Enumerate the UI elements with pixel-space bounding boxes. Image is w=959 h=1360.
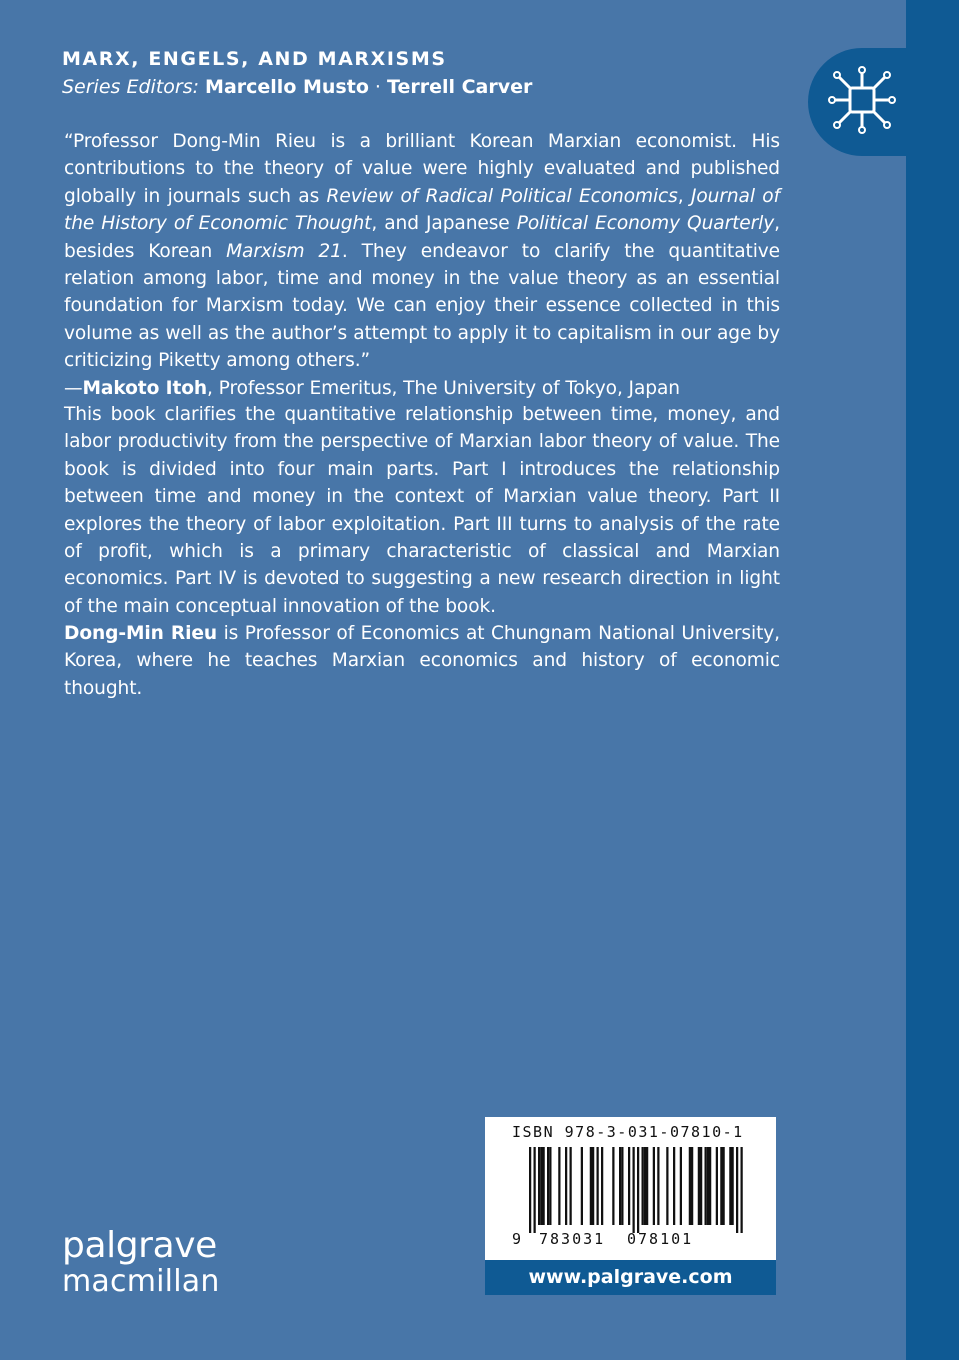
barcode-bar [628,1147,630,1225]
barcode-bar [565,1147,567,1225]
journal-title: Journal of the History of Economic Thought [64,185,780,235]
barcode-bar [657,1147,659,1225]
author-bio [64,620,780,702]
endorsement-quote [64,128,780,402]
author-name: Dong-Min Rieu [64,623,218,644]
barcode-bar [558,1147,560,1225]
series-editors [62,76,532,98]
editor-name: Terrell Carver [387,76,533,98]
quote-text: , besides Korean [64,213,780,262]
barcode-bar [729,1147,731,1225]
barcode-bar [644,1147,646,1225]
publisher-line-2: macmillan [62,1264,220,1299]
barcode-bar [720,1147,722,1225]
quote-text: , [677,185,691,207]
barcode-bar [716,1147,718,1225]
editor-name: Marcello Musto [205,76,369,98]
barcode-bar [538,1147,540,1225]
editor-separator: · [374,76,381,98]
barcode-bar [529,1147,531,1233]
barcode-bar [543,1147,545,1225]
barcode-bar [534,1147,536,1233]
journal-title: Review of Radical Political Economics [326,185,678,207]
barcode-bar [723,1147,725,1225]
barcode-bar [700,1147,702,1225]
editors-label: Series Editors: [62,76,199,98]
logo-tab [808,48,928,156]
barcode-bar [547,1147,549,1225]
barcode-bar [705,1147,707,1225]
publisher-logo [62,1225,220,1300]
barcode-bar [570,1147,572,1225]
barcode-bar [680,1147,682,1225]
quote-attribution [64,375,780,402]
barcode-bar [540,1147,542,1225]
series-title: MARX, ENGELS, AND MARXISMS [62,48,447,70]
quote-text: , and Japanese [371,213,517,235]
barcode-bar [592,1147,594,1225]
barcode-bar [646,1147,648,1225]
palgrave-network-icon [826,64,898,136]
barcode-bar [590,1147,592,1225]
barcode-digit: 783031 [539,1230,606,1248]
quote-text: “Professor Dong-Min Rieu is a brilliant Korean Marxian economist. His contributions to the theory of value were highly evaluated and published globally in journals such as [64,131,780,207]
barcode-bar [619,1147,621,1225]
quote-text: . They endeavor to clarify the quantitative relation among labor, time and money in the value theory as an essential foundation for Marxism today. We can enjoy their essence collected in this volume as well as the author’s attempt to apply it to capitalism in our age by criticizing Piketty among others.” [64,240,781,372]
spine-strip [906,0,959,1360]
isbn-label: ISBN 978-3-031-07810-1 [512,1123,744,1141]
barcode-bar [707,1147,709,1225]
barcode-bar [736,1147,738,1233]
barcode-bar [689,1147,691,1225]
publisher-line-1: palgrave [62,1225,217,1266]
barcode-bar [581,1147,583,1225]
barcode-bar [549,1147,551,1225]
attribution-dash: — [64,377,83,399]
barcode-bar [637,1147,639,1233]
barcode-bar [666,1147,668,1225]
attribution-author: Makoto Itoh [82,377,208,399]
barcode-bar [673,1147,675,1225]
barcode-bar [601,1147,603,1225]
book-description: This book clarifies the quantitative relationship between time, money, and labor productivity from the perspective of Marxian labor theory of value. The book is divided into four main parts. Part I introduces the relationship between time and money in the context of Marxian value theory. Part II explores the theory of labor exploitation. Part III turns to analysis of the rate of profit, which is a primary characteristic of classical and Marxian economics. Part IV is devoted to suggesting a new research direction in light of the main conceptual innovation of the book. [64,404,780,617]
barcode-bar [612,1147,614,1225]
barcode-bar [633,1147,635,1233]
barcode-bar [642,1147,644,1225]
barcode-bar [621,1147,623,1225]
barcode [485,1147,776,1233]
barcode-bar [732,1147,734,1225]
barcode-bar [741,1147,743,1233]
author-bio-text: is Professor of Economics at Chungnam National University, Korea, where he teaches Marxian economics and history of economic thought. [64,623,780,699]
barcode-bar [691,1147,693,1225]
journal-title: Political Economy Quarterly [516,213,775,235]
barcode-digit: 078101 [627,1230,694,1248]
attribution-affiliation: , Professor Emeritus, The University of Tokyo, Japan [207,377,680,399]
barcode-bar [709,1147,711,1225]
barcode-digit: 9 [512,1230,524,1248]
barcode-bar [698,1147,700,1225]
barcode-bar [653,1147,655,1225]
barcode-bar [597,1147,599,1225]
journal-title: Marxism 21 [226,240,342,262]
publisher-url[interactable]: www.palgrave.com [485,1260,776,1295]
